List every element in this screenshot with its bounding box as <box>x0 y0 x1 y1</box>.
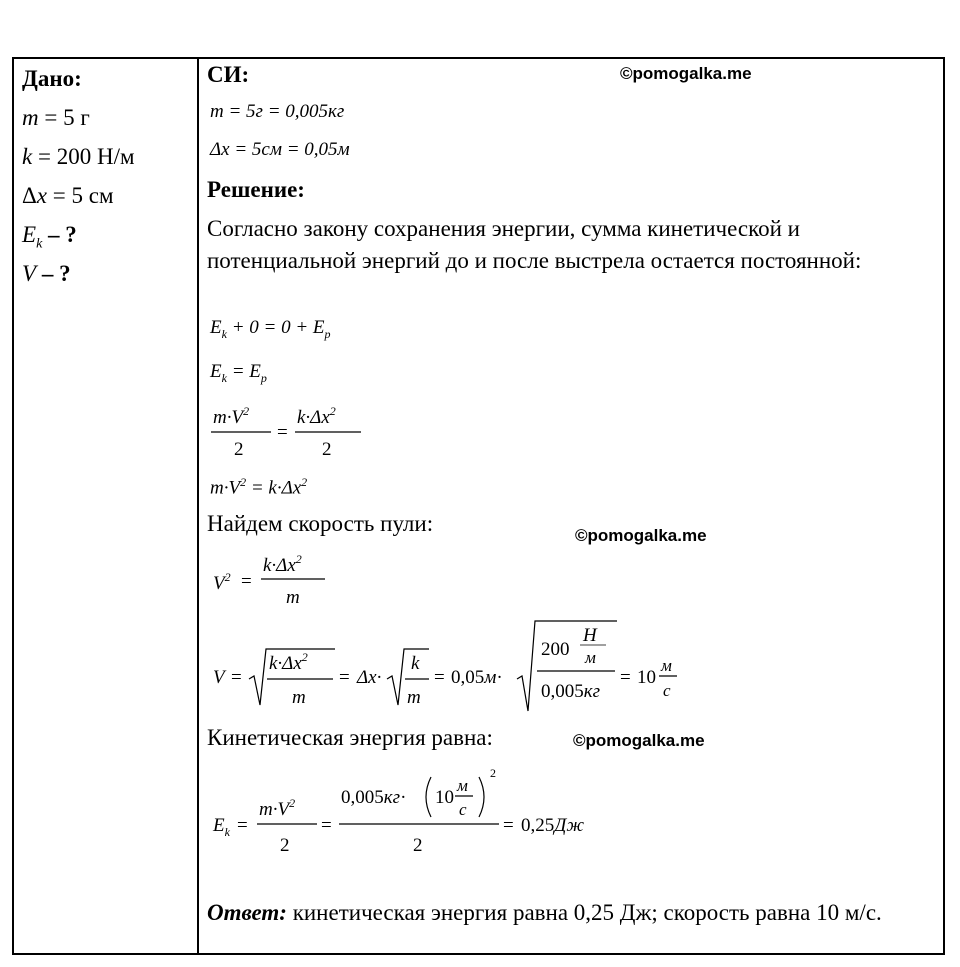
svg-text:м: м <box>585 648 596 667</box>
svg-text:=: = <box>503 815 514 836</box>
svg-text:k: k <box>411 653 420 674</box>
equation-3 <box>207 399 377 463</box>
given-column <box>22 63 192 297</box>
svg-text:с: с <box>663 681 671 700</box>
svg-text:200: 200 <box>541 639 570 660</box>
given-v-unknown: V – ? <box>22 261 71 286</box>
svg-text:2: 2 <box>234 439 244 460</box>
solution-title: Решение: <box>207 177 305 202</box>
equation-7 <box>207 759 627 863</box>
svg-text:m: m <box>286 587 300 608</box>
svg-text:V: V <box>213 667 225 688</box>
svg-text:=: = <box>620 667 631 688</box>
solution-text-2: Найдем скорость пули: <box>207 511 434 536</box>
svg-text:=: = <box>231 667 242 688</box>
watermark-3: ©pomogalka.me <box>573 731 705 750</box>
equation-2: $E_k = E_p$ <box>210 361 267 385</box>
svg-text:м: м <box>457 776 468 795</box>
given-title: Дано: <box>22 66 82 91</box>
column-divider <box>197 59 199 953</box>
svg-text:10: 10 <box>435 787 454 808</box>
svg-text:10: 10 <box>637 667 656 688</box>
watermark-2: ©pomogalka.me <box>575 526 707 545</box>
svg-text:2: 2 <box>322 439 332 460</box>
given-m: m = 5 г <box>22 105 90 130</box>
si-m-line: m = 5г = 0,005кг <box>210 101 345 122</box>
svg-text:0,005кг: 0,005кг <box>541 681 601 702</box>
si-title: СИ: <box>207 62 250 87</box>
given-ek-unknown: $E_k$ – ? <box>22 222 77 252</box>
watermark-1: ©pomogalka.me <box>620 64 752 83</box>
svg-text:V2: $V^2$ <box>213 570 231 594</box>
equation-5 <box>207 549 347 613</box>
svg-text:=: = <box>237 815 248 836</box>
si-dx-line: Δx = 5см = 0,05м <box>210 139 350 160</box>
svg-text:=: = <box>241 571 252 592</box>
svg-text:m·V2: $m\cdot V^2$ <box>213 404 250 428</box>
svg-text:=: = <box>321 815 332 836</box>
svg-text:k·Δx2: $k\cdot\Delta x^2$ <box>263 552 302 576</box>
equation-6 <box>207 619 707 715</box>
svg-text:m·V2: $m\cdot V^2$ <box>259 796 296 820</box>
svg-text:0,25Дж: 0,25Дж <box>521 815 585 836</box>
solution-text-1: Согласно закону сохранения энергии, сумма кинетической и потенциальной энергий до и после выстрела остается постоянной: <box>207 216 862 273</box>
svg-text:Н: Н <box>583 625 597 646</box>
given-dx: Δx = 5 см <box>22 183 114 208</box>
svg-text:=: = <box>277 422 288 443</box>
svg-text:0,005кг·: 0,005кг· <box>341 787 407 808</box>
svg-text:=: = <box>339 667 350 688</box>
svg-text:0,05м·: 0,05м· <box>451 667 503 688</box>
solution-table <box>12 57 945 955</box>
answer-text: кинетическая энергия равна 0,25 Дж; скорость равна 10 м/с. <box>286 900 882 925</box>
svg-text:m: m <box>407 687 421 708</box>
equation-1: $E_k + 0 = 0 + E_p$ <box>210 317 331 341</box>
svg-text:k·Δx2: $k\cdot\Delta x^2$ <box>269 650 308 674</box>
equation-4: $m\cdot V^2 = k\cdot\Delta x^2$ <box>210 475 308 499</box>
svg-text:Δx·: Δx· <box>357 667 382 688</box>
svg-text:=: = <box>434 667 445 688</box>
svg-text:k·Δx2: $k\cdot\Delta x^2$ <box>297 404 336 428</box>
svg-text:2: 2 <box>413 835 423 856</box>
svg-text:m: m <box>292 687 306 708</box>
svg-text:м: м <box>661 656 672 675</box>
svg-text:Ek: $E_k$ <box>213 815 230 839</box>
answer-label: Ответ: <box>207 900 287 925</box>
given-k: k = 200 Н/м <box>22 144 135 169</box>
answer <box>207 897 922 929</box>
svg-text:2: 2 <box>280 835 290 856</box>
svg-text:2: 2 <box>490 766 496 780</box>
svg-text:с: с <box>459 800 467 819</box>
solution-text-3: Кинетическая энергия равна: <box>207 725 493 750</box>
